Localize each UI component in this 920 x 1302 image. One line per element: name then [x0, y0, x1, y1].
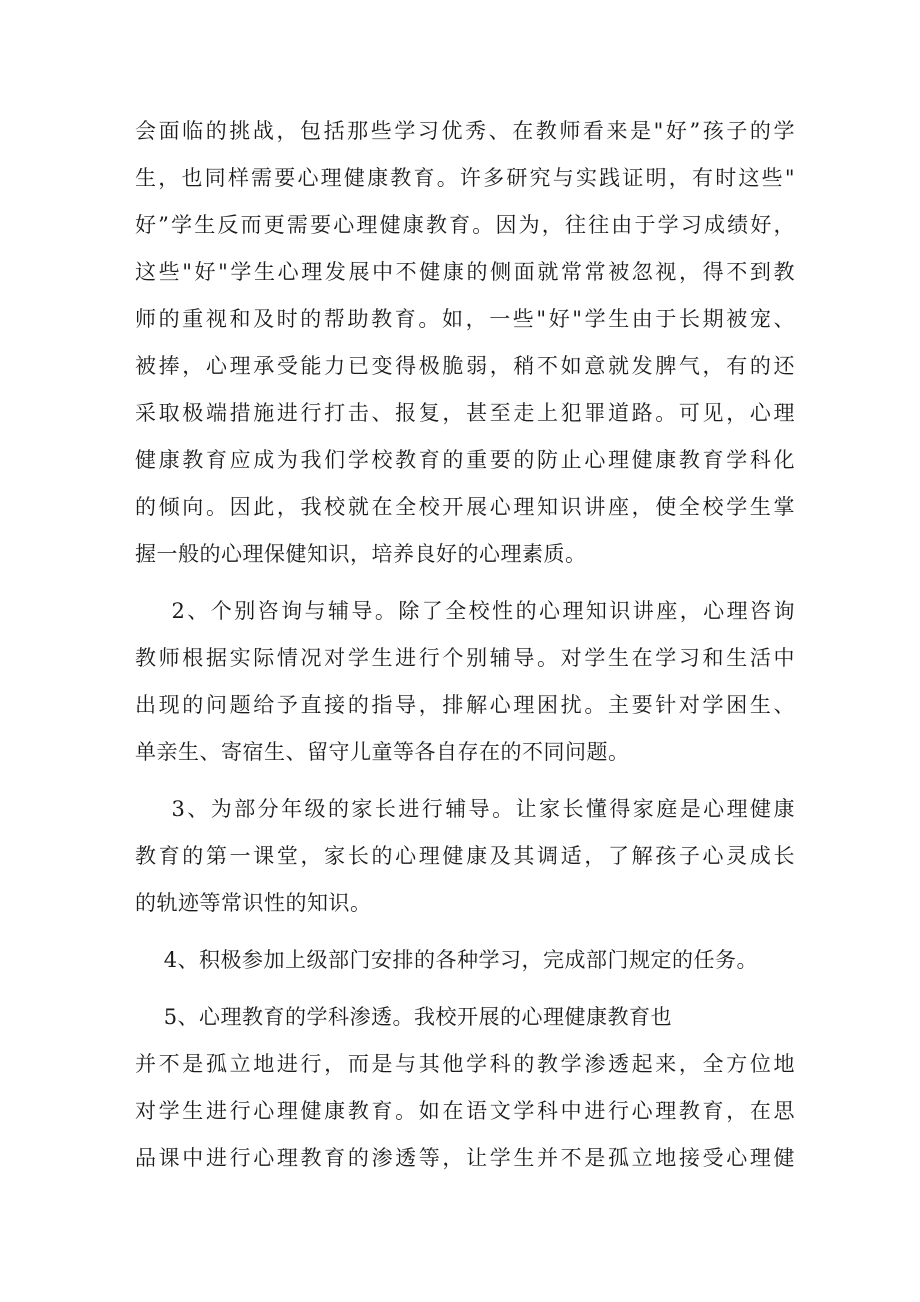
text-line: 单亲生、寄宿生、留守儿童等各自存在的不同问题。 [135, 740, 630, 764]
text-line: 对学生进行心理健康教育。如在语文学科中进行心理教育，在思 [135, 1099, 795, 1123]
text-line: 握一般的心理保健知识，培养良好的心理素质。 [135, 542, 587, 566]
text-line: 品课中进行心理教育的渗透等，让学生并不是孤立地接受心理健 [135, 1146, 795, 1170]
text-line: 会面临的挑战，包括那些学习优秀、在教师看来是"好”孩子的学 [135, 119, 795, 143]
body-text [135, 108, 795, 1182]
text-line: 这些"好"学生心理发展中不健康的侧面就常常被忽视，得不到教 [135, 260, 795, 284]
paragraph-3 [135, 786, 795, 927]
text-line: 被捧，心理承受能力已变得极脆弱，稍不如意就发脾气，有的还 [135, 354, 795, 378]
text-line: 教师根据实际情况对学生进行个别辅导。对学生在学习和生活中 [135, 646, 795, 670]
text-line: 的倾向。因此，我校就在全校开展心理知识讲座，使全校学生掌 [135, 495, 795, 519]
text-line: 好”学生反而更需要心理健康教育。因为，往往由于学习成绩好， [135, 213, 795, 237]
paragraph-2 [135, 588, 795, 776]
paragraph-4 [135, 937, 795, 984]
text-line: 生，也同样需要心理健康教育。许多研究与实践证明，有时这些" [135, 166, 795, 190]
text-line: 2、个别咨询与辅导。除了全校性的心理知识讲座，心理咨询 [135, 599, 795, 623]
text-line: 的轨迹等常识性的知识。 [135, 891, 372, 915]
text-line: 并不是孤立地进行，而是与其他学科的教学渗透起来，全方位地 [135, 1052, 795, 1076]
text-line: 3、为部分年级的家长进行辅导。让家长懂得家庭是心理健康 [135, 797, 795, 821]
paragraph-5 [135, 994, 795, 1182]
text-line: 健康教育应成为我们学校教育的重要的防止心理健康教育学科化 [135, 448, 795, 472]
text-line: 4、积极参加上级部门安排的各种学习，完成部门规定的任务。 [135, 948, 759, 972]
text-line: 采取极端措施进行打击、报复，甚至走上犯罪道路。可见，心理 [135, 401, 795, 425]
text-line: 出现的问题给予直接的指导，排解心理困扰。主要针对学困生、 [135, 693, 795, 717]
paragraph-1 [135, 108, 795, 578]
text-line: 5、心理教育的学科渗透。我校开展的心理健康教育也 [135, 1005, 673, 1029]
text-line: 教育的第一课堂，家长的心理健康及其调适，了解孩子心灵成长 [135, 844, 795, 868]
text-line: 师的重视和及时的帮助教育。如，一些"好"学生由于长期被宠、 [135, 307, 795, 331]
